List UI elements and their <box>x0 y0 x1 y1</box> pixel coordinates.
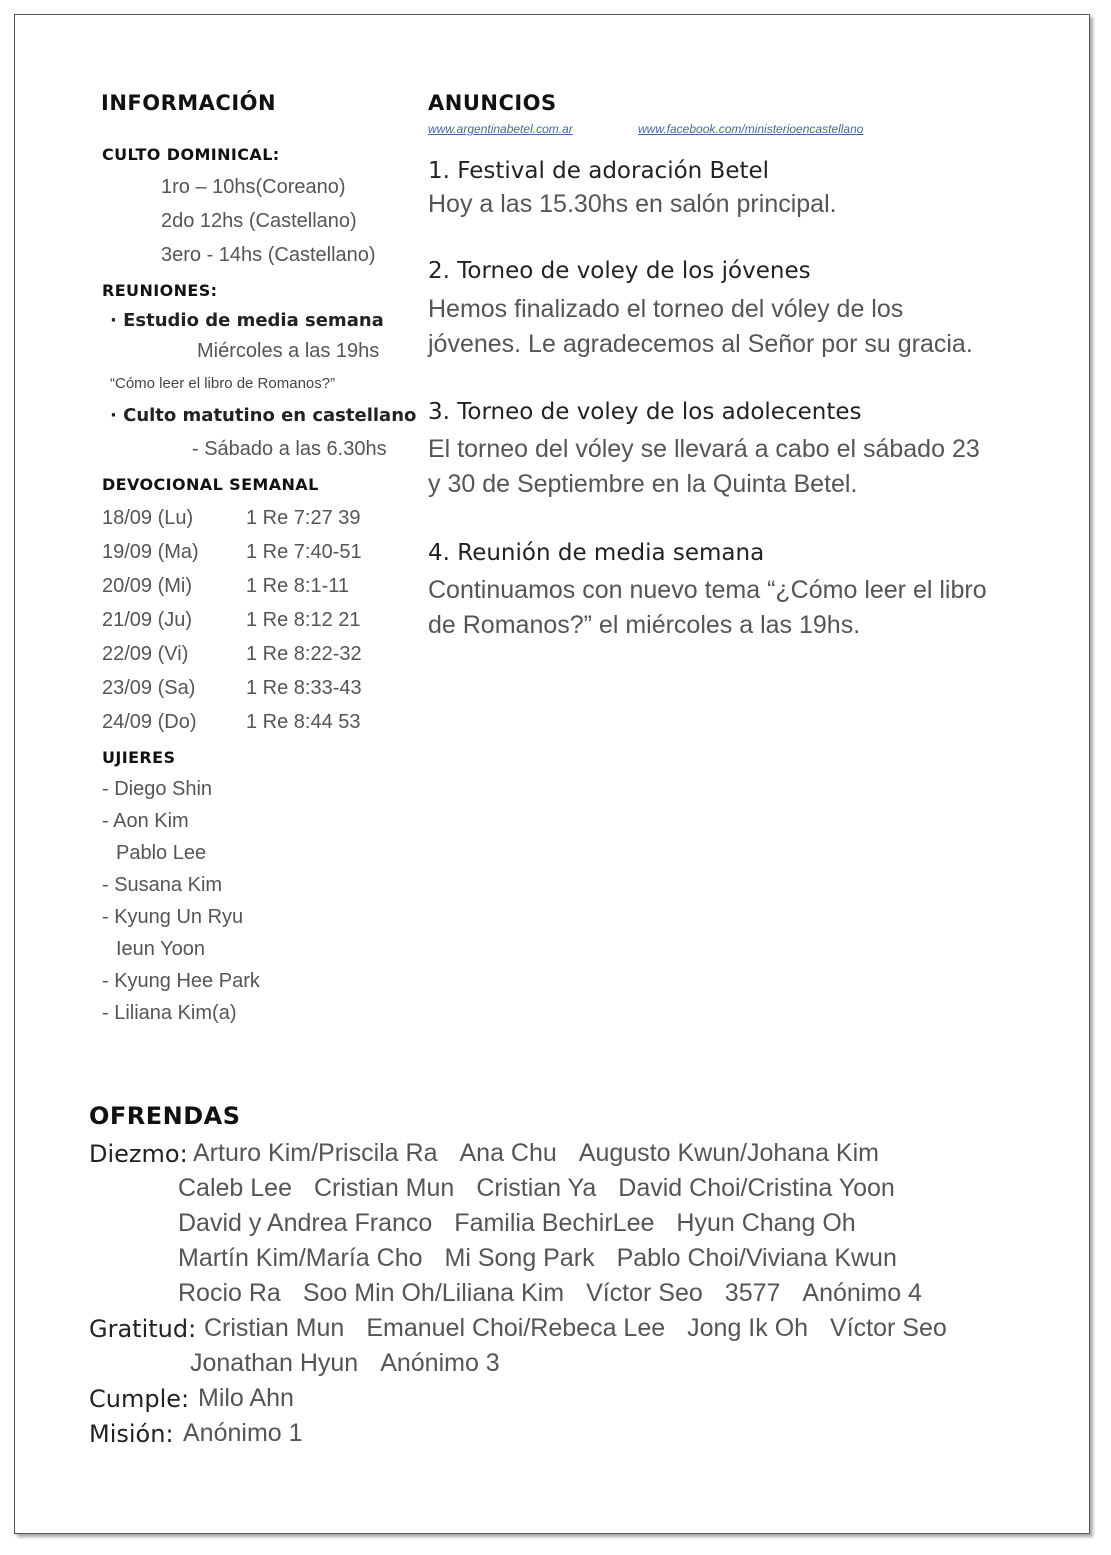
culto-line: 3ero - 14hs (Castellano) <box>161 244 376 266</box>
ujier-name: Ieun Yoon <box>116 938 205 960</box>
reunion-note: “Cómo leer el libro de Romanos?” <box>110 375 336 392</box>
website-link[interactable]: www.argentinabetel.com.ar <box>428 122 573 136</box>
devocional-ref: 1 Re 8:33-43 <box>246 677 362 699</box>
donor-name: Ana Chu <box>459 1139 557 1167</box>
mision-label: Misión: <box>89 1420 174 1448</box>
reuniones-label: REUNIONES: <box>102 281 218 300</box>
announcement-text: Continuamos con nuevo tema “¿Cómo leer el libro <box>428 576 987 604</box>
donor-name: Augusto Kwun/Johana Kim <box>578 1139 879 1167</box>
devocional-day: 19/09 (Ma) <box>102 541 199 563</box>
diezmo-line <box>178 1244 919 1273</box>
devocional-ref: 1 Re 7:27 39 <box>246 507 361 529</box>
announcement-title: 4. Reunión de media semana <box>428 540 765 566</box>
devocional-day: 22/09 (Vi) <box>102 643 189 665</box>
announcement-text: jóvenes. Le agradecemos al Señor por su gracia. <box>428 330 973 358</box>
donor-name: Martín Kim/María Cho <box>178 1244 423 1272</box>
donor-name: Cristian Mun <box>204 1314 345 1342</box>
cumple-label: Cumple: <box>89 1385 190 1413</box>
diezmo-line <box>193 1139 901 1168</box>
ujier-name: - Susana Kim <box>102 874 223 896</box>
donor-name: Arturo Kim/Priscila Ra <box>193 1139 438 1167</box>
devocional-ref: 1 Re 7:40-51 <box>246 541 362 563</box>
donor-name: Pablo Choi/Viviana Kwun <box>616 1244 897 1272</box>
donor-name: Familia BechirLee <box>454 1209 655 1237</box>
diezmo-line <box>178 1174 917 1203</box>
devocional-label: DEVOCIONAL SEMANAL <box>102 475 319 494</box>
devocional-day: 20/09 (Mi) <box>102 575 193 597</box>
announcement-title: 1. Festival de adoración Betel <box>428 158 770 184</box>
announcement-title: 3. Torneo de voley de los adolecentes <box>428 399 862 425</box>
donor-name: Soo Min Oh/Liliana Kim <box>302 1279 565 1307</box>
announcement-text: Hoy a las 15.30hs en salón principal. <box>428 190 837 218</box>
donor-name: Anónimo 4 <box>802 1279 922 1307</box>
reunion-item: · Culto matutino en castellano <box>110 405 417 426</box>
announcement-text: El torneo del vóley se llevará a cabo el sábado 23 <box>428 435 980 463</box>
ujier-name: - Aon Kim <box>102 810 189 832</box>
donor-name: Rocio Ra <box>178 1279 281 1307</box>
diezmo-line <box>178 1279 944 1308</box>
donor-name: Emanuel Choi/Rebeca Lee <box>366 1314 666 1342</box>
ujier-name: - Liliana Kim(a) <box>102 1002 237 1024</box>
donor-name: David y Andrea Franco <box>178 1209 433 1237</box>
devocional-day: 18/09 (Lu) <box>102 507 194 529</box>
announcement-text: de Romanos?” el miércoles a las 19hs. <box>428 611 861 639</box>
announcement-text: Hemos finalizado el torneo del vóley de los <box>428 295 904 323</box>
mision-name: Anónimo 1 <box>183 1419 303 1447</box>
facebook-link[interactable]: www.facebook.com/ministerioencastellano <box>638 122 864 136</box>
donor-name: Cristian Mun <box>313 1174 455 1202</box>
devocional-ref: 1 Re 8:12 21 <box>246 609 361 631</box>
ofrendas-heading: OFRENDAS <box>89 1102 241 1130</box>
reunion-item: · Estudio de media semana <box>110 310 384 331</box>
donor-name: Jong Ik Oh <box>687 1314 809 1342</box>
donor-name: Víctor Seo <box>830 1314 947 1342</box>
devocional-ref: 1 Re 8:1-11 <box>246 575 350 597</box>
donor-name: Jonathan Hyun <box>190 1349 359 1377</box>
devocional-day: 23/09 (Sa) <box>102 677 196 699</box>
announcement-title: 2. Torneo de voley de los jóvenes <box>428 258 811 284</box>
donor-name: 3577 <box>724 1279 781 1307</box>
ujieres-label: UJIERES <box>102 748 176 767</box>
ujier-name: - Kyung Un Ryu <box>102 906 244 928</box>
cumple-name: Milo Ahn <box>198 1384 294 1412</box>
anuncios-heading: ANUNCIOS <box>428 91 557 115</box>
donor-name: Hyun Chang Oh <box>676 1209 856 1237</box>
reunion-time: - Sábado a las 6.30hs <box>192 438 387 460</box>
diezmo-label: Diezmo: <box>89 1140 188 1168</box>
devocional-ref: 1 Re 8:22-32 <box>246 643 362 665</box>
gratitud-line <box>190 1349 522 1378</box>
ujier-name: Pablo Lee <box>116 842 207 864</box>
announcement-text: y 30 de Septiembre en la Quinta Betel. <box>428 470 858 498</box>
gratitud-label: Gratitud: <box>89 1315 197 1343</box>
donor-name: Mi Song Park <box>444 1244 595 1272</box>
culto-label: CULTO DOMINICAL: <box>102 145 280 164</box>
devocional-day: 21/09 (Ju) <box>102 609 193 631</box>
donor-name: Caleb Lee <box>178 1174 292 1202</box>
donor-name: David Choi/Cristina Yoon <box>618 1174 895 1202</box>
culto-line: 1ro – 10hs(Coreano) <box>161 176 346 198</box>
reunion-time: Miércoles a las 19hs <box>197 340 380 362</box>
ujier-name: - Kyung Hee Park <box>102 970 260 992</box>
donor-name: Anónimo 3 <box>380 1349 500 1377</box>
diezmo-line <box>178 1209 878 1238</box>
ujier-name: - Diego Shin <box>102 778 213 800</box>
donor-name: Cristian Ya <box>476 1174 597 1202</box>
info-heading: INFORMACIÓN <box>101 91 277 115</box>
devocional-ref: 1 Re 8:44 53 <box>246 711 361 733</box>
donor-name: Víctor Seo <box>586 1279 703 1307</box>
devocional-day: 24/09 (Do) <box>102 711 197 733</box>
gratitud-line <box>204 1314 969 1343</box>
culto-line: 2do 12hs (Castellano) <box>161 210 357 232</box>
